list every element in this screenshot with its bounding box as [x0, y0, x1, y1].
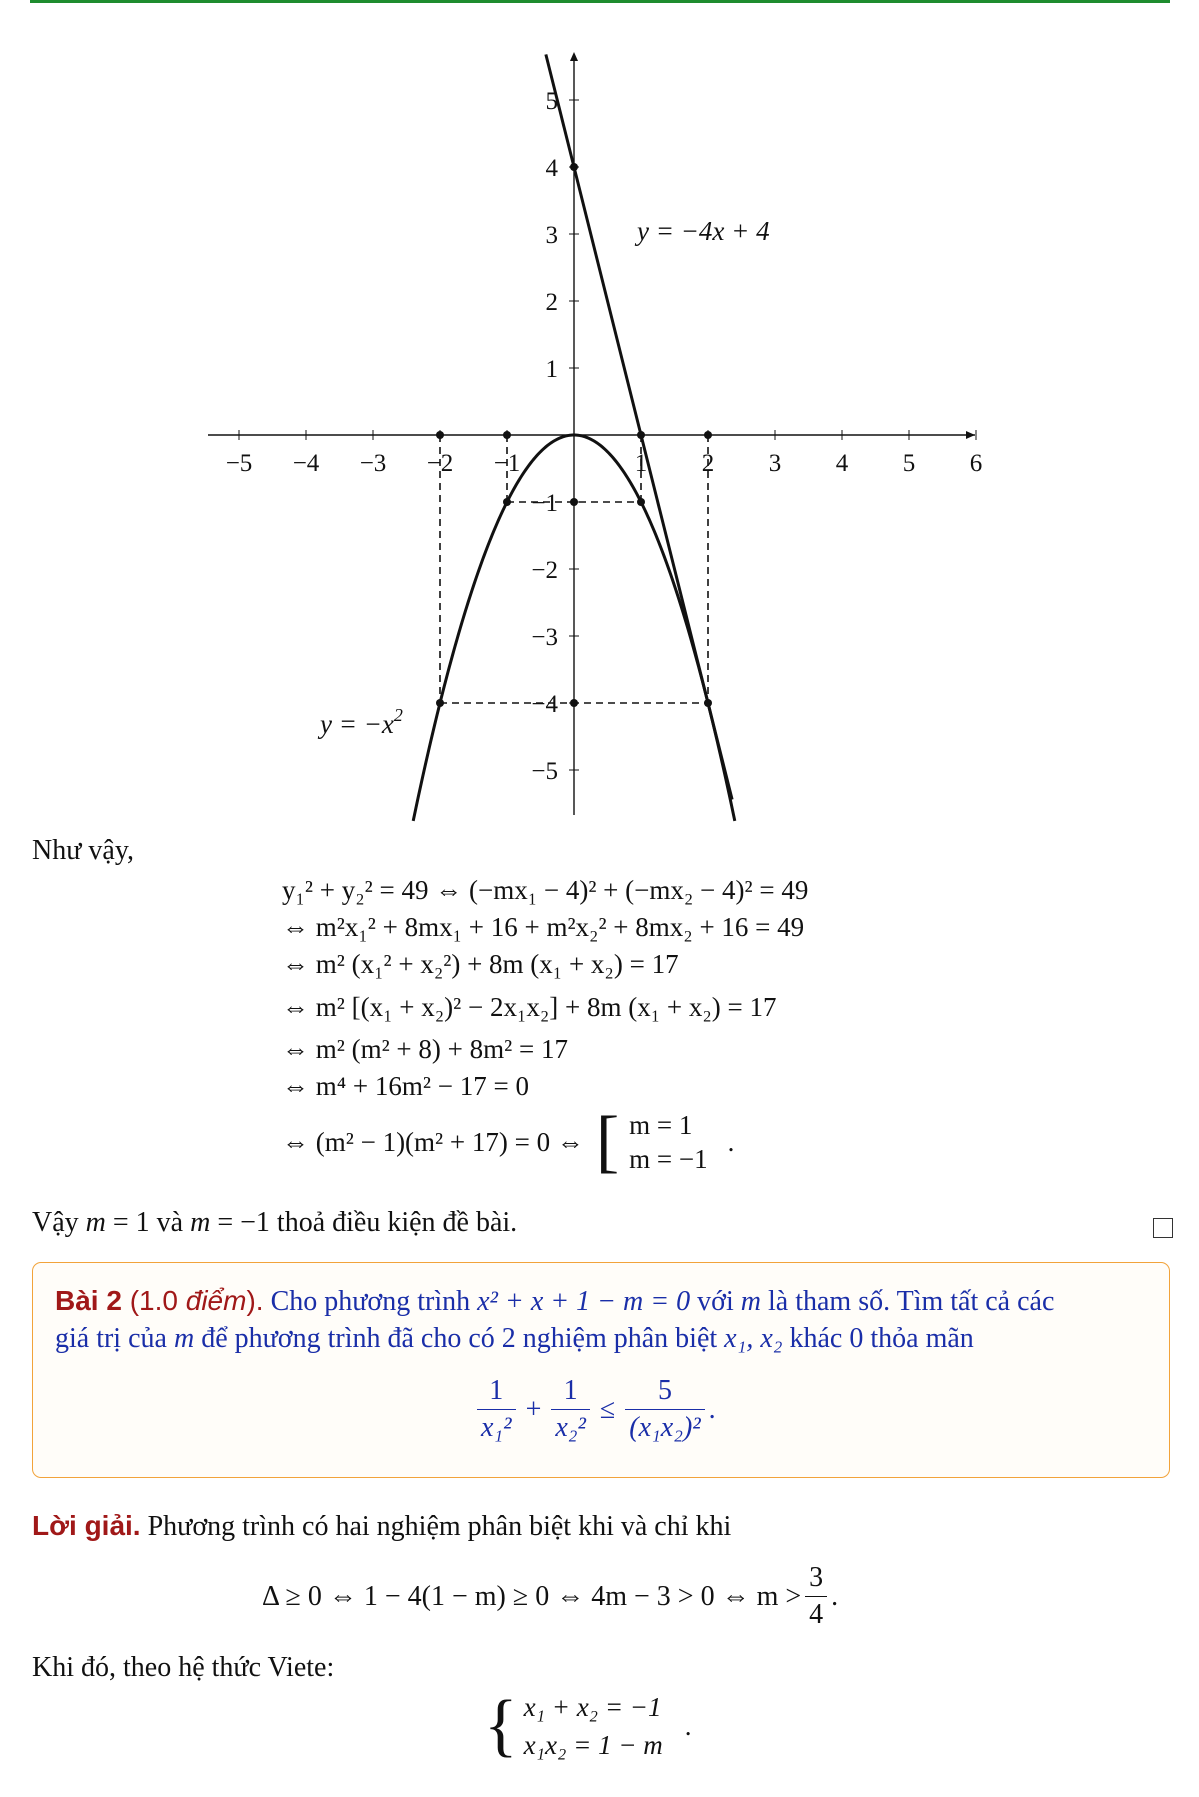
conclusion-text: Vậy m = 1 và m = −1 thoả điều kiện đề bài.: [32, 1207, 518, 1238]
problem-label: Bài 2 (1.0 điểm).: [55, 1285, 264, 1316]
point: [436, 699, 444, 707]
derivation-line-7: [282, 1105, 808, 1179]
solution-label: Lời giải.: [32, 1510, 141, 1541]
fraction-1: $\frac{1}{\text{x₁²}}$: [477, 1375, 516, 1444]
point: [436, 431, 444, 439]
point: [570, 498, 578, 506]
x-tick-label: −4: [292, 450, 320, 477]
y-axis-arrow: [570, 52, 578, 61]
point: [704, 431, 712, 439]
y-tick-label: −3: [531, 624, 558, 651]
point: [503, 498, 511, 506]
y-tick-label: 3: [545, 222, 558, 249]
case-2: m = −1: [629, 1144, 708, 1174]
y-tick-label: 5: [545, 88, 558, 115]
y-tick-label: 2: [545, 289, 558, 316]
viete-system: [484, 1688, 692, 1764]
derivation-line-7-text: ⇔ (m² − 1)(m² + 17) = 0 ⇔: [282, 1126, 584, 1157]
y-tick-label: 1: [545, 356, 558, 383]
function-graph: [0, 0, 1199, 830]
delta-fraction: $\frac{3}{4}$: [805, 1562, 827, 1631]
x-tick-label: −2: [426, 450, 454, 477]
y-tick-label: −4: [531, 691, 558, 718]
parabola-label: $y = -x^2$: [320, 705, 403, 739]
derivation: [282, 872, 808, 1179]
axes: [208, 52, 976, 815]
plus-sign: +: [525, 1393, 542, 1425]
derivation-line-2: ⇔ m²x₁² + 8mx₁ + 16 + m²x₂² + 8mx₂ + 16 = 49: [282, 912, 805, 942]
x-tick-label: 1: [634, 450, 648, 477]
x-tick-label: 4: [835, 450, 849, 477]
cases: [629, 1108, 707, 1176]
y-tick-label: −2: [531, 557, 558, 584]
fraction-3: $\frac{5}{\text{(x₁x₂)²}}$: [625, 1375, 704, 1444]
point: [704, 699, 712, 707]
delta-condition: [262, 1562, 838, 1631]
x-tick-label: 3: [768, 450, 782, 477]
derivation-line-6: ⇔ m⁴ + 16m² − 17 = 0: [282, 1071, 529, 1101]
delta-period: .: [831, 1580, 839, 1612]
x-tick-label: 6: [969, 450, 983, 477]
problem-line-2: giá trị của m để phương trình đã cho có 2 nghiệm phân biệt x₁, x₂ khác 0 thỏa mãn: [55, 1323, 974, 1354]
y-tick-label: −1: [531, 490, 558, 517]
point: [503, 431, 511, 439]
case-1: m = 1: [629, 1110, 693, 1140]
left-bracket: [: [595, 1103, 620, 1180]
y-tick-label: −5: [531, 758, 558, 785]
problem-inequality: [473, 1375, 716, 1444]
point: [637, 498, 645, 506]
y-tick-label: 4: [545, 155, 558, 182]
khi-do-text: Khi đó, theo hệ thức Viete:: [32, 1652, 335, 1683]
viete-sum: x₁ + x₂ = −1: [523, 1692, 662, 1722]
problem-line-1: Bài 2 (1.0 điểm). Cho phương trình x² + x + 1 − m = 0 với m là tham số. Tìm tất cả các: [55, 1285, 1055, 1317]
x-tick-label: −3: [359, 450, 387, 477]
inequality-period: .: [708, 1393, 716, 1425]
case-period: .: [727, 1126, 735, 1157]
x-tick-label: −1: [493, 450, 521, 477]
nhu-vay-text: Như vậy,: [32, 835, 135, 866]
x-tick-label: 5: [902, 450, 916, 477]
tick-labels: [226, 88, 983, 785]
qed-square: [1153, 1218, 1173, 1238]
derivation-line-1: y₁² + y₂² = 49 ⇔ (−mx₁ − 4)² + (−mx₂ − 4)² = 49: [282, 875, 809, 905]
derivation-line-3: ⇔ m² (x₁² + x₂²) + 8m (x₁ + x₂) = 17: [282, 949, 679, 979]
derivation-line-5: ⇔ m² (m² + 8) + 8m² = 17: [282, 1034, 568, 1064]
delta-text: Δ ≥ 0 ⇔ 1 − 4(1 − m) ≥ 0 ⇔ 4m − 3 > 0 ⇔ m >: [262, 1580, 802, 1612]
fraction-2: $\frac{1}{\text{x₂²}}$: [551, 1375, 590, 1444]
x-tick-label: 2: [701, 450, 715, 477]
point: [637, 431, 645, 439]
le-sign: ≤: [599, 1393, 616, 1425]
line-label: y = −4x + 4: [637, 216, 770, 246]
x-axis-arrow: [966, 431, 975, 439]
point: [570, 163, 578, 171]
x-tick-label: −5: [225, 450, 253, 477]
point: [570, 699, 578, 707]
viete-period: .: [684, 1710, 692, 1741]
solution-intro: Lời giải. Phương trình có hai nghiệm phân biệt khi và chỉ khi: [32, 1510, 732, 1542]
viete-product: x₁x₂ = 1 − m: [523, 1730, 663, 1760]
problem-box: [32, 1262, 1170, 1478]
left-brace: {: [484, 1687, 518, 1764]
derivation-line-4: ⇔ m² [(x₁ + x₂)² − 2x₁x₂] + 8m (x₁ + x₂) = 17: [282, 992, 777, 1022]
viete-equations: [524, 1688, 663, 1764]
